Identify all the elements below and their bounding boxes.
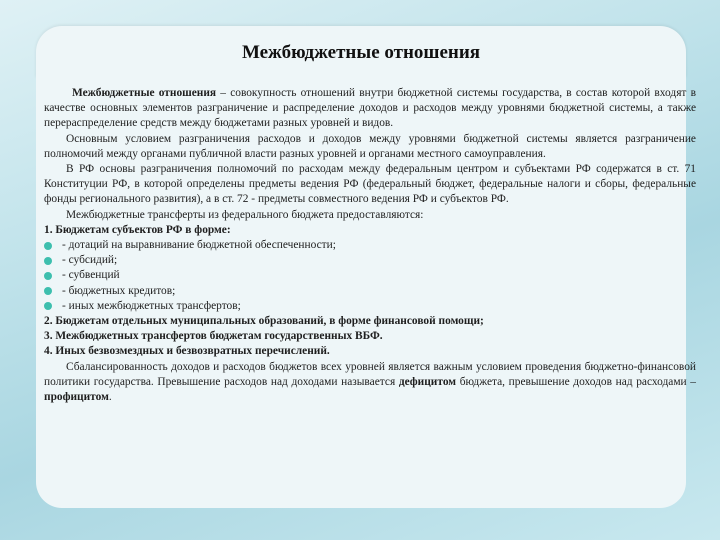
balance-text-start: Сбалансированность доходов и расходов бюджетов всех уровней является важным условием проведения бюджетно-финансовой политики государства. Превышение расходов над доходами называется [44,360,696,388]
bullet-text: - субвенций [62,269,120,282]
definition-paragraph [44,86,696,132]
balance-paragraph [44,360,696,406]
bullet-text: - бюджетных кредитов; [62,284,176,297]
bullet-icon [44,302,52,310]
transfers-intro: Межбюджетные трансферты из федерального бюджета предоставляются: [66,208,424,221]
bullet-item [44,284,696,299]
slide-body [44,86,696,405]
bullet-text: - субсидий; [62,254,118,267]
list-item-1 [44,223,696,238]
bullet-text: - иных межбюджетных трансфертов; [62,299,241,312]
constitution-paragraph: В РФ основы разграничения полномочий по расходам между федеральным центром и субъектами РФ содержатся в ст. 71 Конституции РФ, в которой определены предметы ведения РФ (федеральный бюджет, федеральные налоги и сборы, федеральные фонды регионального развития), а в ст. 72 - предметы совместного ведения РФ и субъектов РФ. [44,163,696,206]
bullet-item [44,238,696,253]
bullet-icon [44,242,52,250]
list-item-4: 4. Иных безвозмездных и безвозвратных перечислений. [44,345,330,358]
bullet-item [44,253,696,268]
bullet-icon [44,257,52,265]
list-item-1-text: 1. Бюджетам субъектов РФ в форме: [44,223,231,236]
deficit-term: дефицитом [398,375,457,388]
list-item-3: 3. Межбюджетных трансфертов бюджетам государственных ВБФ. [44,330,383,343]
definition-term: Межбюджетные отношения [72,87,217,99]
title-panel [36,26,686,78]
list-item-2: 2. Бюджетам отдельных муниципальных образований, в форме финансовой помощи; [44,315,484,328]
slide-title: Межбюджетные отношения [241,42,481,63]
bullet-icon [44,287,52,295]
bullet-item [44,299,696,314]
bullet-icon [44,272,52,280]
condition-paragraph: Основным условием разграничения расходов и доходов между уровнями бюджетной системы является разграничение полномочий между органами публичной власти разных уровней и органами местного самоуправления. [44,132,696,160]
bullet-text: - дотаций на выравнивание бюджетной обеспеченности; [62,239,336,252]
balance-text-middle: бюджета, превышение доходов над расходами – [456,375,696,388]
surplus-term: профицитом [44,391,109,404]
balance-text-end: . [108,391,112,404]
definition-text: – совокупность отношений внутри бюджетной системы государства, в состав которой входят в качестве основных элементов разграничение и распределение доходов и расходов между уровнями бюджетной системы, а также перераспределение средств между бюджетами разных уровней и видов. [44,87,696,130]
bullet-item [44,268,696,283]
